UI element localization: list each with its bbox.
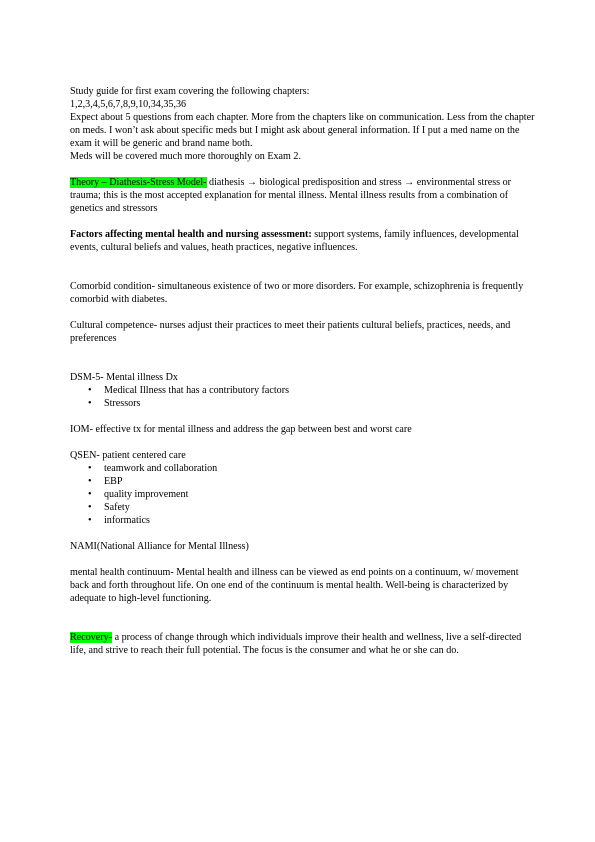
cultural-paragraph: Cultural competence- nurses adjust their practices to meet their patients cultural beliefs, practices, needs, and preferences xyxy=(70,320,511,344)
list-item: • Medical Illness that has a contributory factors xyxy=(104,384,535,397)
list-item: • quality improvement xyxy=(104,488,535,501)
intro-meds-note: Meds will be covered much more thoroughly on Exam 2. xyxy=(70,151,301,162)
dsm-list xyxy=(70,384,535,410)
qsen-title: QSEN- patient centered care xyxy=(70,450,186,461)
theory-paragraph xyxy=(70,176,535,215)
recovery-highlight: Recovery- xyxy=(70,632,113,643)
dsm-title: DSM-5- Mental illness Dx xyxy=(70,372,178,383)
comorbid-paragraph: Comorbid condition- simultaneous existence of two or more disorders. For example, schizophrenia is frequently comorbid with diabetes. xyxy=(70,281,524,305)
factors-heading: Factors affecting mental health and nursing assessment: xyxy=(70,229,312,240)
list-item: • teamwork and collaboration xyxy=(104,462,535,475)
list-item: • EBP xyxy=(104,475,535,488)
theory-highlight: Theory – Diathesis-Stress Model- xyxy=(70,177,207,188)
factors-text: support systems, family influences, developmental events, cultural beliefs and values, heath practices, negative influences. xyxy=(70,229,519,253)
intro-line-1: Study guide for first exam covering the following chapters: xyxy=(70,86,310,97)
recovery-paragraph xyxy=(70,631,535,657)
factors-paragraph xyxy=(70,228,535,254)
continuum-paragraph: mental health continuum- Mental health and illness can be viewed as end points on a continuum, w/ movement back and forth throughout life. On one end of the continuum is mental health. Well-being is characterized by adequate to high-level functioning. xyxy=(70,567,519,604)
list-item: • Stressors xyxy=(104,397,535,410)
intro-chapters: 1,2,3,4,5,6,7,8,9,10,34,35,36 xyxy=(70,99,187,110)
iom-paragraph: IOM- effective tx for mental illness and address the gap between best and worst care xyxy=(70,424,412,435)
list-item: • informatics xyxy=(104,514,535,527)
intro-expectations: Expect about 5 questions from each chapter. More from the chapters like on communication. Less from the chapter on meds. I won’t ask about specific meds but I might ask about general information. If I put a med name on the exam it will be generic and brand name both. xyxy=(70,112,535,149)
theory-text: diathesis → biological predisposition and stress → environmental stress or trauma; this is the most accepted explanation for mental illness. Mental illness results from a combination of genetics and stressors xyxy=(70,177,511,214)
list-item: • Safety xyxy=(104,501,535,514)
nami-paragraph: NAMI(National Alliance for Mental Illness) xyxy=(70,541,249,552)
qsen-list xyxy=(70,462,535,527)
recovery-text: a process of change through which individuals improve their health and wellness, live a self-directed life, and strive to reach their full potential. The focus is the consumer and what he or she can do. xyxy=(70,632,522,656)
